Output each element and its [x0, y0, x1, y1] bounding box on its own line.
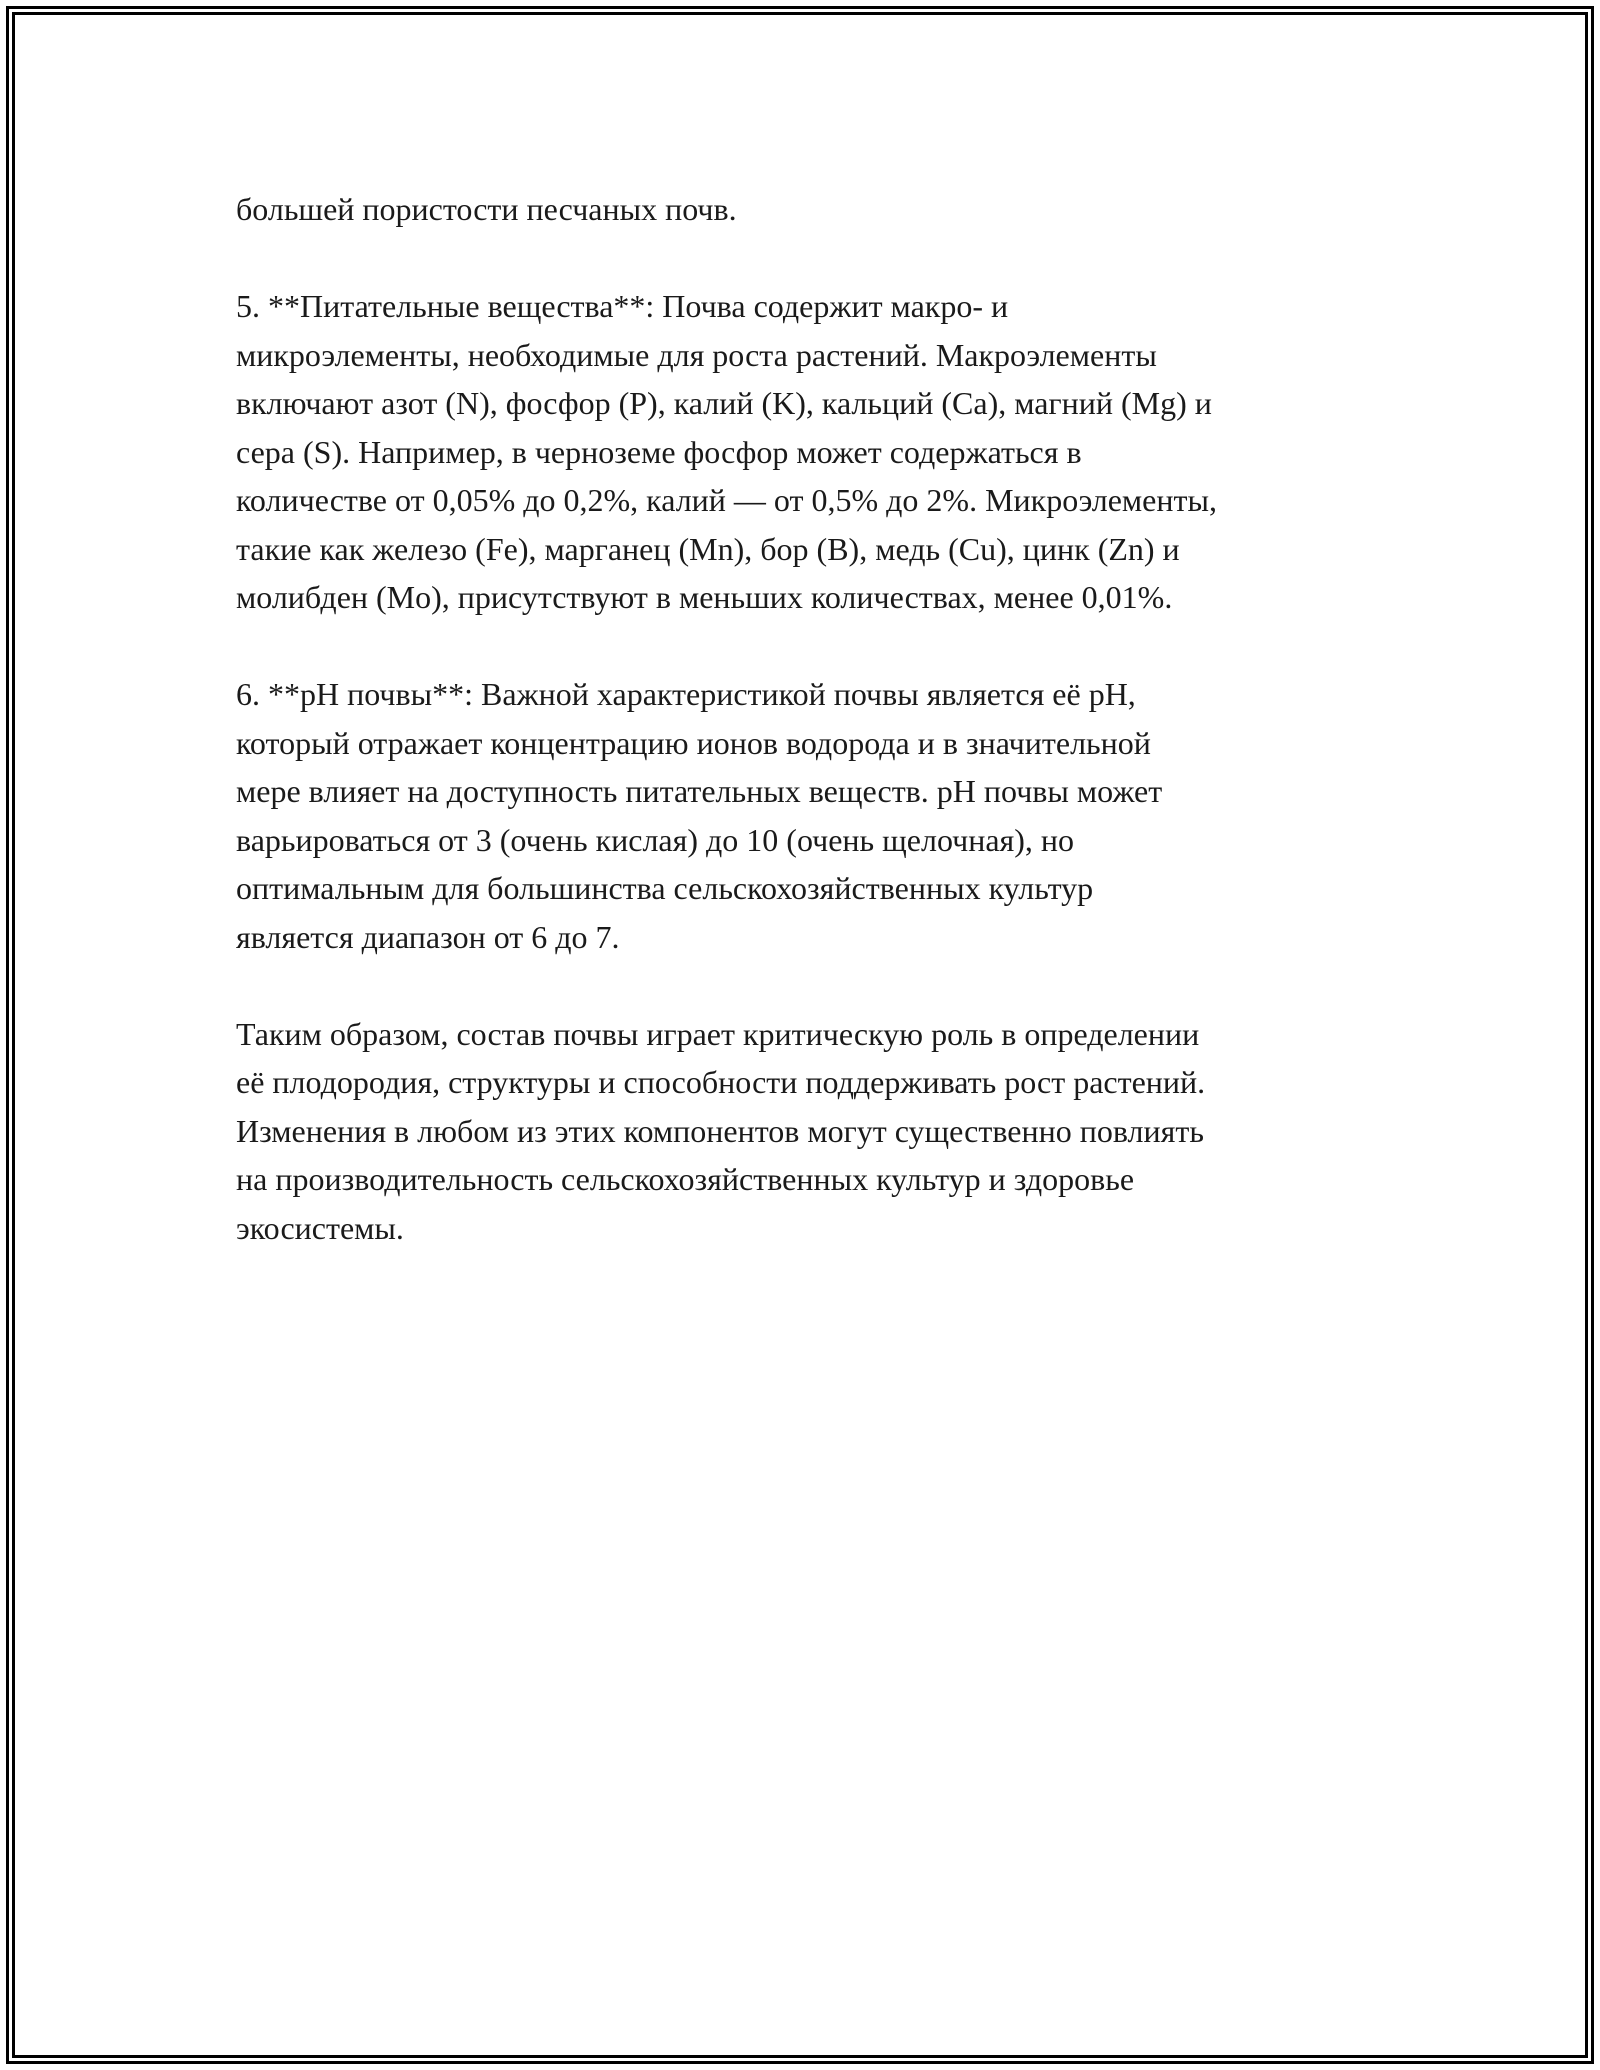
document-body [236, 185, 1366, 1301]
paragraph-continuation: большей пористости песчаных почв. [236, 191, 737, 227]
paragraph-soil-ph: 6. **pH почвы**: Важной характеристикой почвы является её pH, который отражает концентрацию ионов водорода и в значительной мере влияет на доступность питательных веществ. pH почвы может варьироваться от 3 (очень кислая) до 10 (очень щелочная), но оптимальным для большинства сельскохозяйственных культур является диапазон от 6 до 7. [236, 676, 1163, 955]
paragraph-nutrients: 5. **Питательные вещества**: Почва содержит макро- и микроэлементы, необходимые для роста растений. Макроэлементы включают азот (N), фосфор (P), калий (K), кальций (Ca), магний (Mg) и сера (S). Например, в черноземе фосфор может содержаться в количестве от 0,05% до 0,2%, калий — от 0,5% до 2%. Микроэлементы, такие как железо (Fe), марганец (Mn), бор (B), медь (Cu), цинк (Zn) и молибден (Mo), присутствуют в меньших количествах, менее 0,01%. [236, 288, 1217, 615]
paragraph-conclusion: Таким образом, состав почвы играет критическую роль в определении её плодородия, структуры и способности поддерживать рост растений. Изменения в любом из этих компонентов могут существенно повлиять на производительность сельскохозяйственных культур и здоровье экосистемы. [236, 1015, 1206, 1246]
